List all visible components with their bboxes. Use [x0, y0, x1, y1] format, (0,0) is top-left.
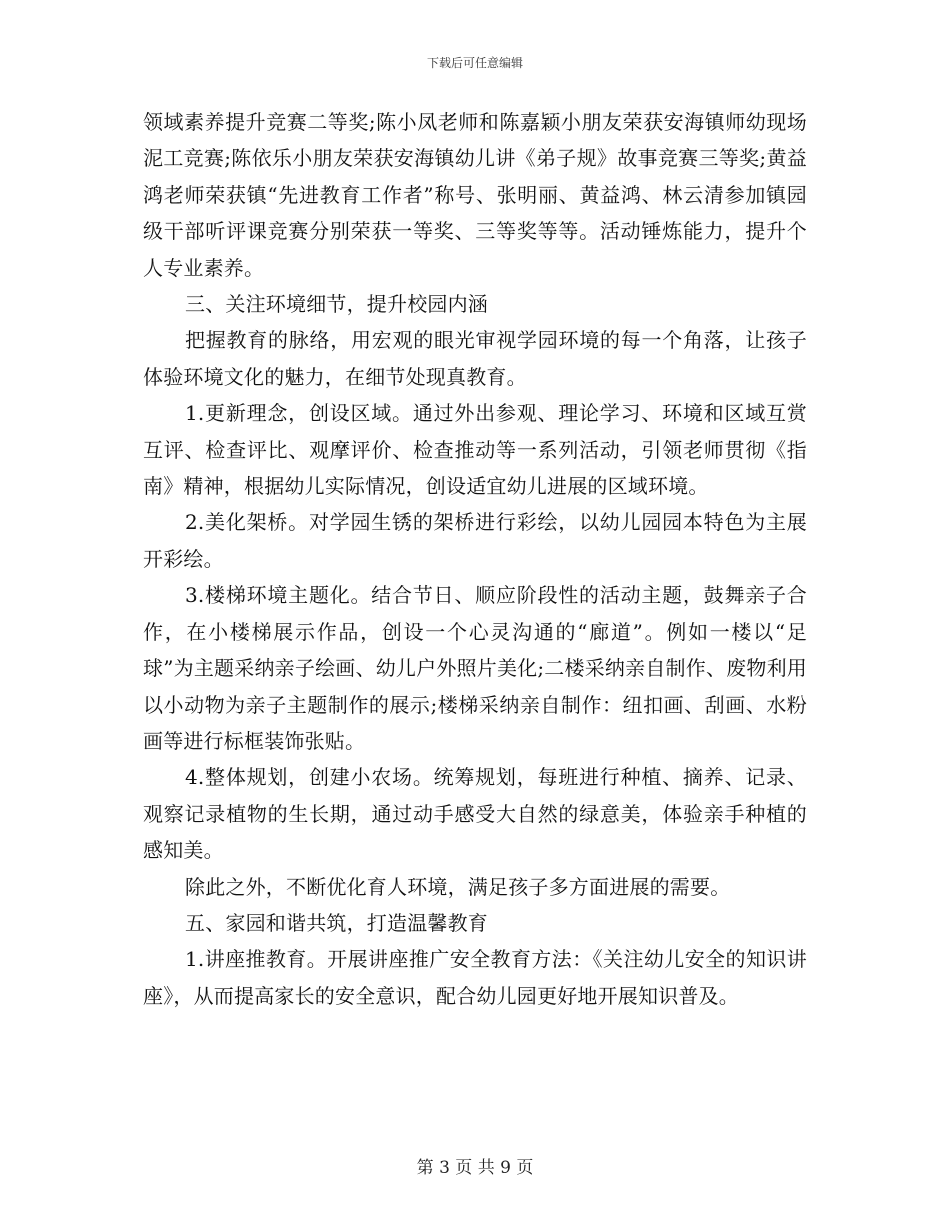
page-header: 下载后可任意编辑	[426, 56, 523, 70]
list-item-5-1: 1.讲座推教育。开展讲座推广安全教育方法：《关注幼儿安全的知识讲座》，从而提高家长的安全意识，配合幼儿园更好地开展知识普及。	[143, 947, 807, 1008]
paragraph-summary: 除此之外，不断优化育人环境，满足孩子多方面进展的需要。	[185, 874, 731, 899]
list-item-4: 4.整体规划，创建小农场。统筹规划，每班进行种植、摘养、记录、观察记录植物的生长期，通过动手感受大自然的绿意美，体验亲手种植的感知美。	[143, 765, 807, 863]
page-number: 第 3 页 共 9 页	[416, 1158, 534, 1178]
section-heading-5: 五、家园和谐共筑，打造温馨教育	[185, 910, 488, 935]
paragraph-1: 领域素养提升竞赛二等奖;陈小凤老师和陈嘉颖小朋友荣获安海镇师幼现场泥工竞赛;陈依乐小朋友荣获安海镇幼儿讲《弟子规》故事竞赛三等奖;黄益鸿老师荣获镇“先进教育工作者”称号、张明丽、黄益鸿、林云清参加镇园级干部听评课竞赛分别荣获一等奖、三等奖等等。活动锤炼能力，提升个人专业素养。	[143, 110, 807, 280]
document-body	[143, 104, 807, 1014]
paragraph-intro: 把握教育的脉络，用宏观的眼光审视学园环境的每一个角落，让孩子体验环境文化的魅力，在细节处现真教育。	[143, 328, 807, 389]
list-item-3: 3.楼梯环境主题化。结合节日、顺应阶段性的活动主题，鼓舞亲子合作，在小楼梯展示作品，创设一个心灵沟通的“廊道”。例如一楼以“足球”为主题采纳亲子绘画、幼儿户外照片美化;二楼采纳亲自制作、废物利用以小动物为亲子主题制作的展示;楼梯采纳亲自制作：纽扣画、刮画、水粉画等进行标框装饰张贴。	[143, 583, 807, 753]
list-item-1: 1.更新理念，创设区域。通过外出参观、理论学习、环境和区域互赏互评、检查评比、观摩评价、检查推动等一系列活动，引领老师贯彻《指南》精神，根据幼儿实际情况，创设适宜幼儿进展的区域环境。	[143, 401, 807, 499]
list-item-2: 2.美化架桥。对学园生锈的架桥进行彩绘，以幼儿园园本特色为主展开彩绘。	[143, 510, 807, 571]
section-heading-3: 三、关注环境细节，提升校园内涵	[185, 292, 488, 317]
